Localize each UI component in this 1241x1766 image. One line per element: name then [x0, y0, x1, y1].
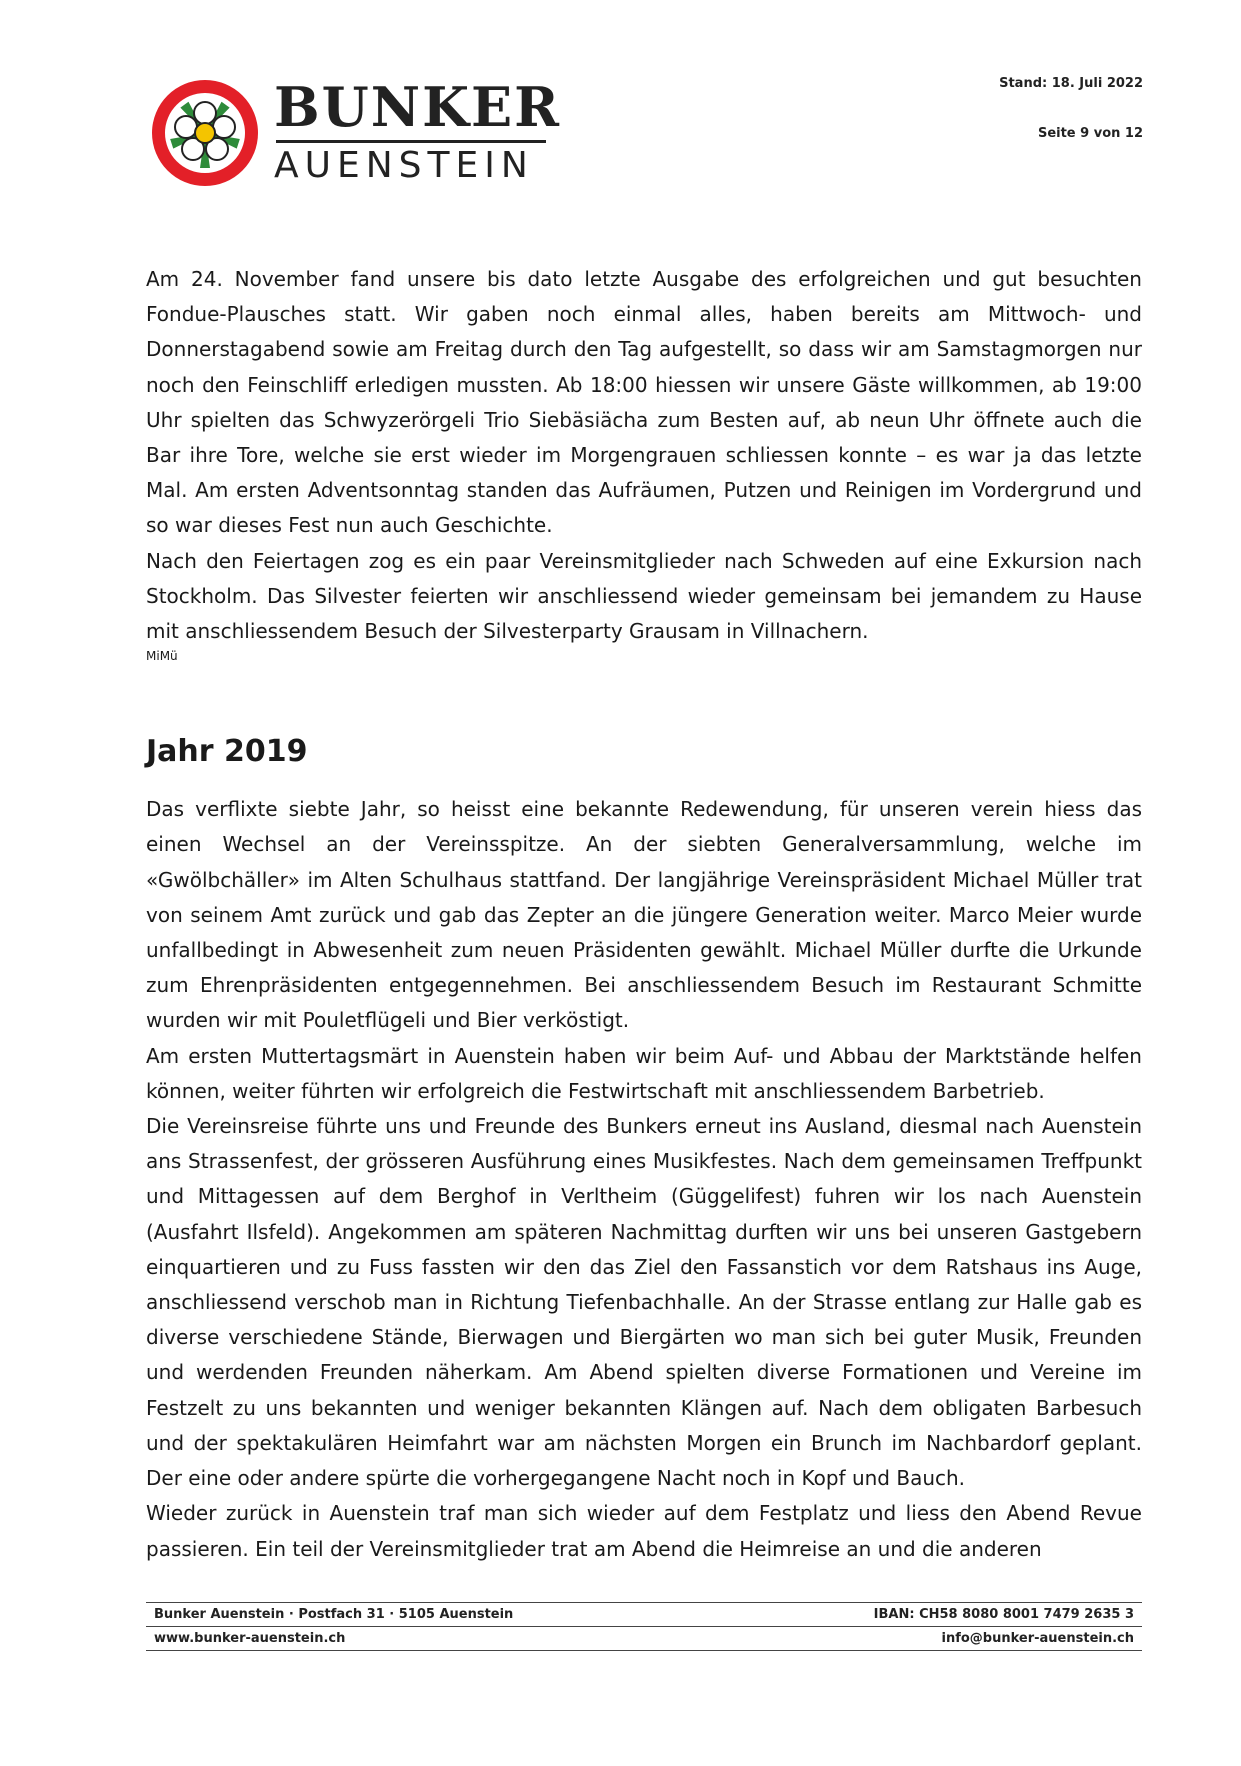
- footer-row-2: [146, 1627, 1142, 1650]
- logo-divider: [276, 140, 546, 143]
- paragraph-generalversammlung: Das verflixte siebte Jahr, so heisst eine bekannte Redewendung, für unseren verein hiess das einen Wechsel an der Vereinsspitze. An der siebten Generalversammlung, welche im «Gwölbchäller» im Alten Schulhaus stattfand. Der langjährige Vereinspräsident Michael Müller trat von seinem Amt zurück und gab das Zepter an die jüngere Generation weiter. Marco Meier wurde unfallbedingt in Abwesenheit zum neuen Präsidenten gewählt. Michael Müller durfte die Urkunde zum Ehrenpräsidenten entgegennehmen. Bei anschliessendem Besuch im Restaurant Schmitte wurden wir mit Pouletflügeli und Bier verköstigt.: [146, 797, 1142, 1033]
- author-signature: MiMü: [146, 649, 178, 664]
- paragraph-stockholm: Nach den Feiertagen zog es ein paar Vereinsmitglieder nach Schweden auf eine Exkursion nach Stockholm. Das Silvester feierten wir anschliessend wieder gemeinsam bei jemandem zu Hause mit anschliessendem Besuch der Silvesterparty Grausam in Villnachern.: [146, 548, 1142, 644]
- footer-iban: IBAN: CH58 8080 8001 7479 2635 3: [873, 1607, 1134, 1622]
- rose-emblem-icon: [150, 78, 260, 188]
- page-meta: [999, 76, 1143, 176]
- paragraph-rueckkehr: Wieder zurück in Auenstein traf man sich wieder auf dem Festplatz und liess den Abend Revue passieren. Ein teil der Vereinsmitglieder trat am Abend die Heimreise an und die anderen: [146, 1501, 1142, 1561]
- section-heading-2019: Jahr 2019: [146, 734, 308, 770]
- footer-website-link[interactable]: www.bunker-auenstein.ch: [154, 1631, 346, 1646]
- footer-address: Bunker Auenstein · Postfach 31 · 5105 Auenstein: [154, 1607, 514, 1622]
- footer-row-1: [146, 1603, 1142, 1626]
- logo-wordmark-auenstein: AUENSTEIN: [274, 145, 534, 186]
- footer-email-link[interactable]: info@bunker-auenstein.ch: [941, 1631, 1134, 1646]
- page-number: Seite 9 von 12: [1037, 126, 1143, 141]
- logo: [150, 75, 562, 188]
- stand-date: Stand: 18. Juli 2022: [999, 76, 1143, 91]
- footer-divider-bottom: [146, 1650, 1142, 1651]
- paragraph-fondue: Am 24. November fand unsere bis dato letzte Ausgabe des erfolgreichen und gut besuchten Fondue-Plausches statt. Wir gaben noch einmal alles, haben bereits am Mittwoch- und Donnerstagabend sowie am Freitag durch den Tag aufgestellt, so dass wir am Samstagmorgen nur noch den Feinschliff erledigen mussten. Ab 18:00 hiessen wir unsere Gäste willkommen, ab 19:00 Uhr spielten das Schwyzerörgeli Trio Siebäsiächa zum Besten auf, ab neun Uhr öffnete auch die Bar ihre Tore, welche sie erst wieder im Morgengrauen schliessen konnte – es war ja das letzte Mal. Am ersten Adventsonntag standen das Aufräumen, Putzen und Reinigen im Vordergrund und so war dieses Fest nun auch Geschichte.: [146, 267, 1142, 538]
- logo-wordmark-bunker: BUNKER: [274, 75, 562, 139]
- paragraph-vereinsreise: Die Vereinsreise führte uns und Freunde des Bunkers erneut ins Ausland, diesmal nach Auenstein ans Strassenfest, der grösseren Ausführung eines Musikfestes. Nach dem gemeinsamen Treffpunkt und Mittagessen auf dem Berghof in Verltheim (Güggelifest) fuhren wir los nach Auenstein (Ausfahrt Ilsfeld). Angekommen am späteren Nachmittag durften wir uns bei unseren Gastgebern einquartieren und zu Fuss fassten wir den das Ziel den Fassanstich vor dem Ratshaus ins Auge, anschliessend verschob man in Richtung Tiefenbachhalle. An der Strasse entlang zur Halle gab es diverse verschiedene Stände, Bierwagen und Biergärten wo man sich bei guter Musik, Freunden und werdenden Freunden näherkam. Am Abend spielten diverse Formationen und Vereine im Festzelt zu uns bekannten und weniger bekannten Klängen auf. Nach dem obligaten Barbesuch und der spektakulären Heimfahrt war am nächsten Morgen ein Brunch im Nachbardorf geplant. Der eine oder andere spürte die vorhergegangene Nacht noch in Kopf und Bauch.: [146, 1114, 1142, 1491]
- document-body: [146, 262, 1142, 1567]
- paragraph-muttertagsmaert: Am ersten Muttertagsmärt in Auenstein haben wir beim Auf- und Abbau der Marktstände helfen können, weiter führten wir erfolgreich die Festwirtschaft mit anschliessendem Barbetrieb.: [146, 1043, 1142, 1103]
- page-footer: [146, 1602, 1142, 1651]
